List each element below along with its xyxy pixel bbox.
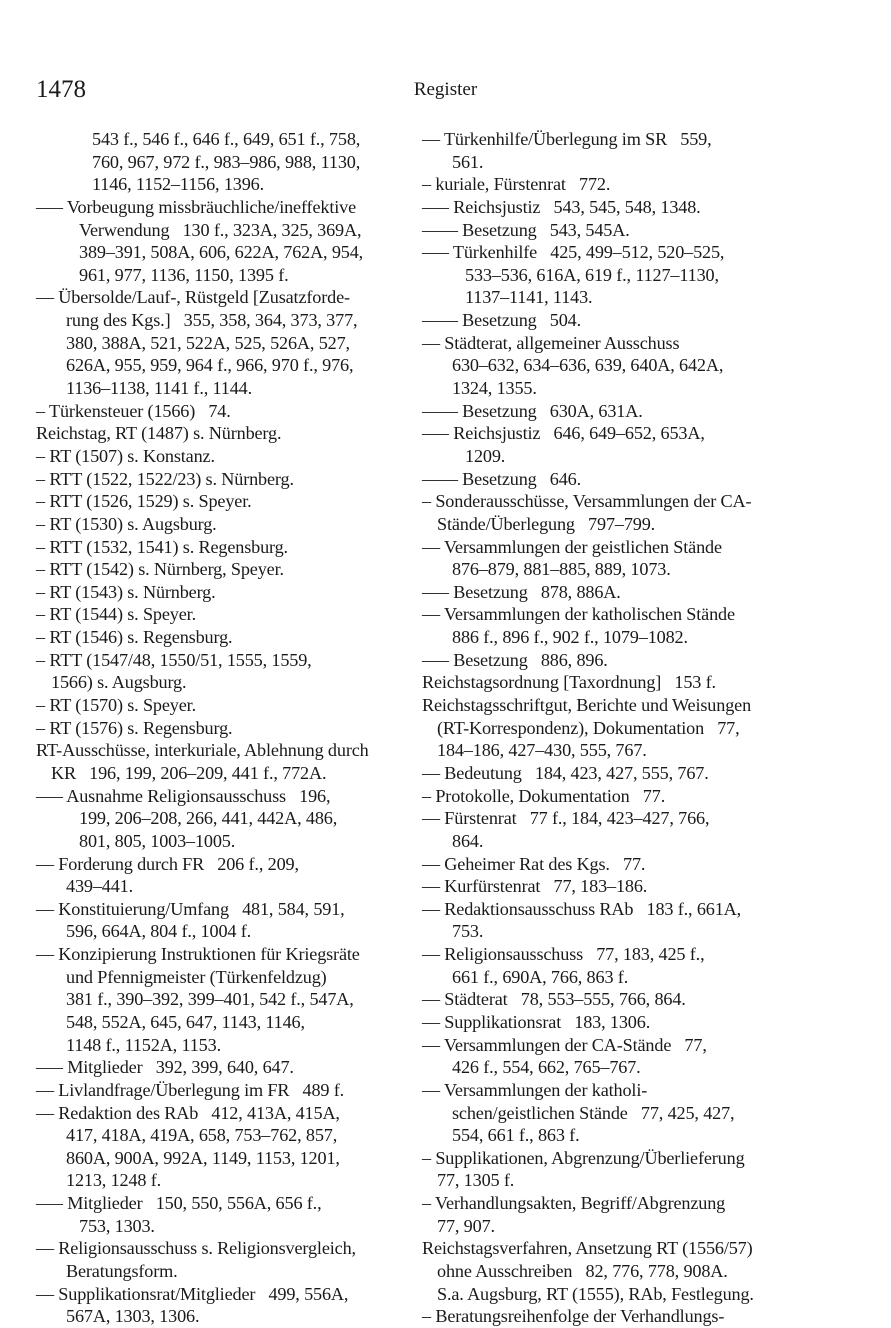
index-entry-line: – RTT (1542) s. Nürnberg, Speyer. (36, 559, 284, 580)
index-entry-line: –– Supplikationsrat/Mitglieder 499, 556A, (36, 1283, 349, 1304)
index-entry-line: 961, 977, 1136, 1150, 1395 f. (79, 264, 289, 285)
index-entry-line: –– Redaktionsausschuss RAb 183 f., 661A, (422, 898, 742, 919)
index-entry-line: 860A, 900A, 992A, 1149, 1153, 1201, (66, 1147, 340, 1168)
index-entry-line: 199, 206–208, 266, 441, 442A, 486, (79, 808, 338, 829)
index-entry-line: –– Geheimer Rat des Kgs. 77. (422, 853, 646, 874)
index-entry-line: ––– Mitglieder 150, 550, 556A, 656 f., (36, 1193, 322, 1214)
index-entry-line: –– Übersolde/Lauf-, Rüstgeld [Zusatzforde- (36, 287, 350, 308)
index-entry-line: –– Konstituierung/Umfang 481, 584, 591, (36, 898, 345, 919)
index-entry-line: 548, 552A, 645, 647, 1143, 1146, (66, 1011, 305, 1032)
index-entry-line: 561. (452, 151, 484, 172)
index-entry-line: –– Religionsausschuss 77, 183, 425 f., (422, 944, 705, 965)
index-entry-line: –– Bedeutung 184, 423, 427, 555, 767. (422, 762, 709, 783)
index-entry-line: 417, 418A, 419A, 658, 753–762, 857, (66, 1125, 338, 1146)
index-entry-line: Verwendung 130 f., 323A, 325, 369A, (79, 219, 362, 240)
index-entry-line: – RT (1544) s. Speyer. (36, 604, 196, 625)
index-entry-line: 184–186, 427–430, 555, 767. (437, 740, 647, 761)
index-entry-line: – kuriale, Fürstenrat 772. (422, 174, 611, 195)
index-entry-line: schen/geistlichen Stände 77, 425, 427, (452, 1102, 735, 1123)
index-entry-line: rung des Kgs.] 355, 358, 364, 373, 377, (66, 310, 358, 331)
index-entry-line: – Supplikationen, Abgrenzung/Überlieferung (422, 1147, 745, 1168)
index-entry-line: 753, 1303. (79, 1215, 155, 1236)
index-entry-line: –– Kurfürstenrat 77, 183–186. (422, 876, 648, 897)
index-entry-line: –– Türkenhilfe/Überlegung im SR 559, (422, 129, 712, 149)
index-entry-line: –– Supplikationsrat 183, 1306. (422, 1011, 651, 1032)
index-entry-line: – RTT (1522, 1522/23) s. Nürnberg. (36, 468, 294, 489)
index-entry-line: – RTT (1526, 1529) s. Speyer. (36, 491, 252, 512)
index-entry-line: 77, 1305 f. (437, 1170, 515, 1191)
index-entry-line: ––– Ausnahme Religionsausschuss 196, (36, 785, 331, 806)
index-entry-line: 753. (452, 921, 484, 942)
index-entry-line: –– Versammlungen der katholischen Stände (422, 604, 735, 625)
index-entry-line: Beratungsform. (66, 1261, 178, 1282)
index-entry-line: 439–441. (66, 876, 134, 897)
index-entry-line: –– Versammlungen der geistlichen Stände (422, 536, 722, 557)
index-entry-line: 389–391, 508A, 606, 622A, 762A, 954, (79, 242, 364, 263)
index-entry-line: 1137–1141, 1143. (465, 287, 593, 308)
index-entry-line: Reichstagsverfahren, Ansetzung RT (1556/57) (422, 1238, 753, 1259)
index-entry-line: RT-Ausschüsse, interkuriale, Ablehnung durch (36, 740, 369, 761)
index-entry-line: –– Konzipierung Instruktionen für Kriegsräte (36, 944, 360, 965)
index-entry-line: 1136–1138, 1141 f., 1144. (66, 378, 253, 399)
index-entry-line: S.a. Augsburg, RT (1555), RAb, Festlegung. (437, 1283, 754, 1304)
index-entry-line: und Pfennigmeister (Türkenfeldzug) (66, 966, 327, 987)
index-entry-line: 876–879, 881–885, 889, 1073. (452, 559, 671, 580)
index-column-right (422, 128, 822, 1328)
index-entry-line: 596, 664A, 804 f., 1004 f. (66, 921, 252, 942)
index-entry-line: KR 196, 199, 206–209, 441 f., 772A. (51, 762, 327, 783)
index-entry-line: –– Livlandfrage/Überlegung im FR 489 f. (36, 1079, 345, 1100)
index-entry-line: Reichstagsschriftgut, Berichte und Weisungen (422, 695, 752, 716)
index-entry-line: ––– Vorbeugung missbräuchliche/ineffektive (36, 196, 356, 217)
index-entry-line: 1209. (465, 445, 506, 466)
index-entry-line: – RT (1530) s. Augsburg. (36, 513, 217, 534)
index-entry-line: 1324, 1355. (452, 378, 537, 399)
index-column-left (36, 128, 416, 1328)
index-entry-line: – RT (1576) s. Regensburg. (36, 717, 233, 738)
running-head: Register (413, 79, 478, 100)
index-entry-line: – RT (1507) s. Konstanz. (36, 445, 215, 466)
index-entry-line: – RT (1543) s. Nürnberg. (36, 581, 216, 602)
index-entry-line: 630–632, 634–636, 639, 640A, 642A, (452, 355, 724, 376)
index-entry-line: ––– Besetzung 878, 886A. (422, 581, 621, 602)
index-entry-line: – Sonderausschüsse, Versammlungen der CA- (422, 491, 752, 512)
index-entry-line: 1148 f., 1152A, 1153. (66, 1034, 221, 1055)
index-entry-line: 801, 805, 1003–1005. (79, 830, 236, 851)
index-entry-line: –– Versammlungen der CA-Stände 77, (422, 1034, 707, 1055)
index-entry-line: ––– Reichsjustiz 646, 649–652, 653A, (422, 423, 705, 444)
index-entry-line: ––– Reichsjustiz 543, 545, 548, 1348. (422, 196, 701, 217)
index-entry-line: 533–536, 616A, 619 f., 1127–1130, (465, 264, 719, 285)
index-entry-line: – Protokolle, Dokumentation 77. (422, 785, 666, 806)
index-entry-line: –––– Besetzung 543, 545A. (422, 219, 630, 240)
index-entry-line: Reichstag, RT (1487) s. Nürnberg. (36, 423, 282, 444)
index-entry-line: – RTT (1547/48, 1550/51, 1555, 1559, (36, 649, 312, 670)
index-entry-line: –– Städterat, allgemeiner Ausschuss (422, 332, 680, 353)
index-entry-line: – RT (1570) s. Speyer. (36, 695, 196, 716)
index-entry-line: ––– Türkenhilfe 425, 499–512, 520–525, (422, 242, 725, 263)
index-entry-line: ––– Besetzung 886, 896. (422, 649, 608, 670)
index-entry-line: Stände/Überlegung 797–799. (437, 513, 656, 534)
index-entry-line: 554, 661 f., 863 f. (452, 1125, 580, 1146)
index-entry-line: 77, 907. (437, 1215, 495, 1236)
index-entry-line: 626A, 955, 959, 964 f., 966, 970 f., 976, (66, 355, 354, 376)
index-entry-line: – Beratungsreihenfolge der Verhandlungs- (422, 1306, 725, 1327)
index-entry-line: – RTT (1532, 1541) s. Regensburg. (36, 536, 288, 557)
index-entry-line: 864. (452, 830, 484, 851)
index-entry-line: 426 f., 554, 662, 765–767. (452, 1057, 641, 1078)
index-entry-line: –– Religionsausschuss s. Religionsvergleich, (36, 1238, 356, 1259)
index-entry-line: –– Versammlungen der katholi- (422, 1079, 648, 1100)
index-entry-line: – Verhandlungsakten, Begriff/Abgrenzung (422, 1193, 726, 1214)
index-entry-line: 1566) s. Augsburg. (51, 672, 187, 693)
index-entry-line: 1213, 1248 f. (66, 1170, 162, 1191)
index-entry-line: 1146, 1152–1156, 1396. (92, 174, 265, 195)
index-entry-line: 661 f., 690A, 766, 863 f. (452, 966, 629, 987)
index-entry-line: – Türkensteuer (1566) 74. (36, 400, 231, 421)
index-entry-line: 543 f., 546 f., 646 f., 649, 651 f., 758, (92, 129, 361, 149)
index-entry-line: – RT (1546) s. Regensburg. (36, 627, 233, 648)
index-entry-line: 380, 388A, 521, 522A, 525, 526A, 527, (66, 332, 350, 353)
index-entry-line: –– Redaktion des RAb 412, 413A, 415A, (36, 1102, 340, 1123)
index-entry-line: ohne Ausschreiben 82, 776, 778, 908A. (437, 1261, 728, 1282)
index-entry-line: –– Forderung durch FR 206 f., 209, (36, 853, 299, 874)
index-entry-line: –––– Besetzung 630A, 631A. (422, 400, 643, 421)
index-entry-line: –––– Besetzung 646. (422, 468, 582, 489)
index-entry-line: 886 f., 896 f., 902 f., 1079–1082. (452, 627, 688, 648)
index-entry-line: –– Städterat 78, 553–555, 766, 864. (422, 989, 686, 1010)
index-entry-line: ––– Mitglieder 392, 399, 640, 647. (36, 1057, 294, 1078)
page-number: 1478 (36, 76, 86, 103)
index-entry-line: (RT-Korrespondenz), Dokumentation 77, (437, 717, 740, 738)
index-entry-line: 760, 967, 972 f., 983–986, 988, 1130, (92, 151, 361, 172)
index-entry-line: Reichstagsordnung [Taxordnung] 153 f. (422, 672, 716, 693)
index-entry-line: –– Fürstenrat 77 f., 184, 423–427, 766, (422, 808, 710, 829)
index-entry-line: –––– Besetzung 504. (422, 310, 582, 331)
index-entry-line: 381 f., 390–392, 399–401, 542 f., 547A, (66, 989, 354, 1010)
index-entry-line: 567A, 1303, 1306. (66, 1306, 200, 1327)
